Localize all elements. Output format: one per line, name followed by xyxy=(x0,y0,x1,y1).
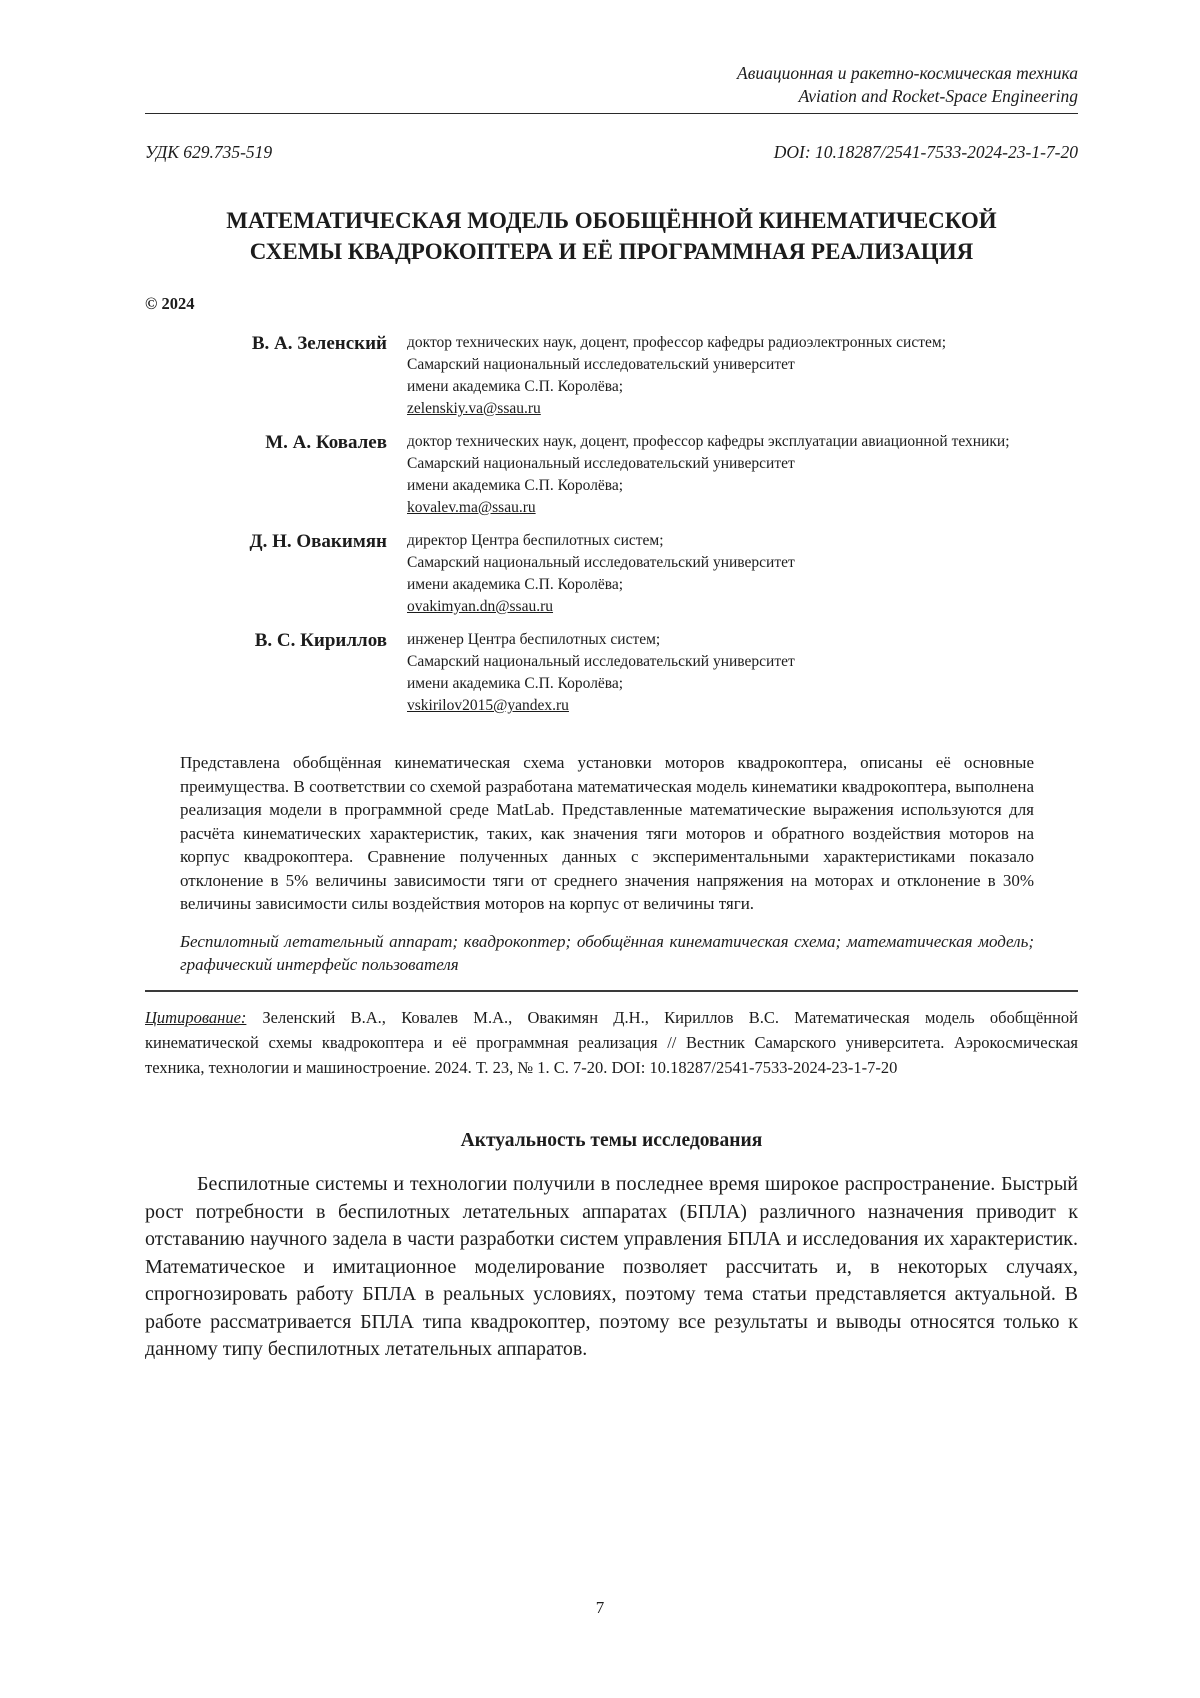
doi-code: DOI: 10.18287/2541-7533-2024-23-1-7-20 xyxy=(773,142,1078,162)
citation-block xyxy=(145,1005,1078,1080)
author-affiliation: Самарский национальный исследовательский университет xyxy=(407,653,795,670)
running-head xyxy=(145,62,1078,108)
author-block-3 xyxy=(145,530,1078,618)
author-email-link[interactable]: ovakimyan.dn@ssau.ru xyxy=(407,598,554,615)
author-name: В. С. Кириллов xyxy=(254,630,387,651)
author-email-link[interactable]: vskirilov2015@yandex.ru xyxy=(407,697,569,714)
author-details xyxy=(407,332,1078,420)
body-paragraph: Беспилотные системы и технологии получили в последнее время широкое распространение. Быстрый рост потребности в беспилотных летательных аппаратах (БПЛА) различного назначения приводит к отставанию научного задела в части разработки систем управления БПЛА и исследования их характеристик. Математическое и имитационное моделирование позволяет рассчитать и, в некоторых случаях, спрогнозировать работу БПЛА в реальных условиях, поэтому тема статьи представляется актуальной. В работе рассматривается БПЛА типа квадрокоптер, поэтому все результаты и выводы относятся только к данному типу беспилотных летательных аппаратов. xyxy=(145,1173,1078,1360)
authors-list xyxy=(145,332,1078,717)
author-affiliation-line2: имени академика С.П. Королёва; xyxy=(407,576,624,593)
journal-title-en: Aviation and Rocket-Space Engineering xyxy=(798,86,1078,106)
author-affiliation-line2: имени академика С.П. Королёва; xyxy=(407,477,624,494)
citation-separator-rule xyxy=(145,990,1078,993)
author-affiliation: Самарский национальный исследовательский университет xyxy=(407,554,795,571)
author-block-1 xyxy=(145,332,1078,420)
author-affiliation: Самарский национальный исследовательский университет xyxy=(407,356,795,373)
abstract-text: Представлена обобщённая кинематическая схема установки моторов квадрокоптера, описаны её основные преимущества. В соответствии со схемой разработана математическая модель кинематики квадрокоптера, выполнена реализация модели в программной среде MatLab. Представленные математические выражения используются для расчёта кинематических характеристик, таких, как значения тяги моторов и обратного воздействия моторов на корпус квадрокоптера. Сравнение полученных данных с экспериментальными характеристиками показало отклонение в 5% величины зависимости тяги от среднего значения напряжения на моторах и отклонение в 30% величины зависимости силы воздействия моторов на корпус от величины тяги. xyxy=(180,753,1034,913)
udc-code: УДК 629.735-519 xyxy=(145,142,273,162)
author-role: доктор технических наук, доцент, профессор кафедры эксплуатации авиационной техники; xyxy=(407,433,1010,450)
section-heading: Актуальность темы исследования xyxy=(460,1130,763,1151)
author-email-link[interactable]: zelenskiy.va@ssau.ru xyxy=(407,400,541,417)
citation-label: Цитирование: xyxy=(145,1008,247,1027)
author-affiliation-line2: имени академика С.П. Королёва; xyxy=(407,675,624,692)
author-details xyxy=(407,629,1078,717)
author-details xyxy=(407,431,1078,519)
author-block-2 xyxy=(145,431,1078,519)
udc-doi-row xyxy=(145,142,1078,163)
author-email-link[interactable]: kovalev.ma@ssau.ru xyxy=(407,499,536,516)
author-details xyxy=(407,530,1078,618)
author-role: доктор технических наук, доцент, профессор кафедры радиоэлектронных систем; xyxy=(407,334,947,351)
citation-text: Зеленский В.А., Ковалев М.А., Овакимян Д.Н., Кириллов В.С. Математическая модель обобщённой кинематической схемы квадрокоптера и её программная реализация // Вестник Самарского университета. Аэрокосмическая техника, технологии и машиностроение. 2024. Т. 23, № 1. С. 7-20. DOI: 10.18287/2541-7533-2024-23-1-7-20 xyxy=(145,1008,1078,1077)
journal-title-ru: Авиационная и ракетно-космическая техника xyxy=(737,63,1078,83)
author-block-4 xyxy=(145,629,1078,717)
author-role: инженер Центра беспилотных систем; xyxy=(407,631,661,648)
author-role: директор Центра беспилотных систем; xyxy=(407,532,664,549)
author-affiliation: Самарский национальный исследовательский университет xyxy=(407,455,795,472)
author-name: Д. Н. Овакимян xyxy=(249,531,387,552)
keywords-text: Беспилотный летательный аппарат; квадрокоптер; обобщённая кинематическая схема; математическая модель; графический интерфейс пользователя xyxy=(180,931,1034,974)
header-rule xyxy=(145,113,1078,114)
article-title: МАТЕМАТИЧЕСКАЯ МОДЕЛЬ ОБОБЩЁННОЙ КИНЕМАТИЧЕСКОЙ СХЕМЫ КВАДРОКОПТЕРА И ЕЁ ПРОГРАММНАЯ РЕАЛИЗАЦИЯ xyxy=(226,208,997,264)
author-name: В. А. Зеленский xyxy=(251,333,387,354)
author-affiliation-line2: имени академика С.П. Королёва; xyxy=(407,378,624,395)
page-number: 7 xyxy=(595,1598,605,1617)
copyright-notice: © 2024 xyxy=(145,294,195,313)
author-name: М. А. Ковалев xyxy=(265,432,387,453)
